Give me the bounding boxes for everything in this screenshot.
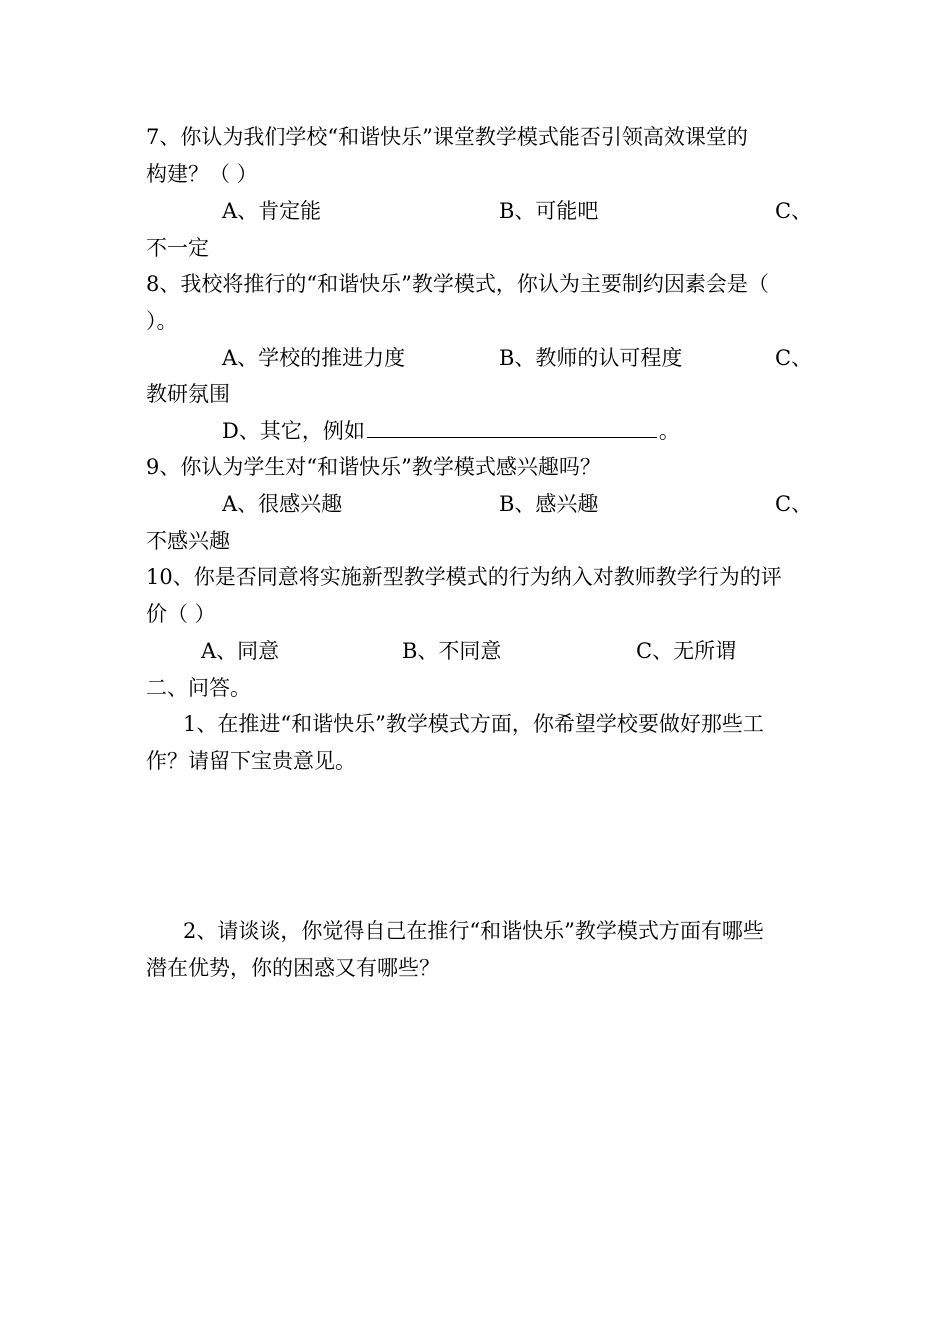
q8-option-c-continued: 教研氛围 (146, 382, 230, 406)
q7-text-line2: 构建？（ ） (146, 162, 258, 186)
q9-option-c: C、 (775, 492, 813, 516)
q7-option-c: C、 (775, 199, 813, 223)
q8-fill-in-blank[interactable] (367, 417, 657, 438)
q7-option-b: B、可能吧 (499, 199, 599, 223)
q9-text-line1: 9、你认为学生对“和谐快乐”教学模式感兴趣吗？ (146, 455, 601, 479)
q8-option-d (222, 417, 680, 445)
q8-text-line2: ）。 (146, 309, 178, 333)
q7-option-c-continued: 不一定 (146, 236, 209, 260)
section2-heading: 二、问答。 (146, 676, 251, 700)
q10-option-b: B、不同意 (402, 639, 502, 663)
q7-option-a: A、肯定能 (222, 199, 322, 223)
q10-text-line2: 价（ ） (146, 602, 216, 626)
q10-option-c: C、无所谓 (636, 639, 737, 663)
q8-option-d-suffix: 。 (658, 419, 680, 443)
qa2-text-line2: 潜在优势，你的困惑又有哪些？ (146, 956, 440, 980)
q9-option-a: A、很感兴趣 (222, 492, 343, 516)
q8-text-line1: 8、我校将推行的“和谐快乐”教学模式，你认为主要制约因素会是（ (146, 272, 769, 296)
q8-option-d-prefix: D、其它，例如 (222, 419, 365, 443)
q7-text-line1: 7、你认为我们学校“和谐快乐”课堂教学模式能否引领高效课堂的 (146, 125, 748, 149)
qa2-text-line1: 2、请谈谈，你觉得自己在推行“和谐快乐”教学模式方面有哪些 (183, 919, 764, 943)
qa1-text-line2: 作？请留下宝贵意见。 (146, 749, 356, 773)
q9-option-c-continued: 不感兴趣 (146, 529, 230, 553)
q10-option-a: A、同意 (201, 639, 280, 663)
q8-option-b: B、教师的认可程度 (499, 346, 683, 370)
qa1-text-line1: 1、在推进“和谐快乐”教学模式方面，你希望学校要做好那些工 (183, 712, 764, 736)
q9-option-b: B、感兴趣 (499, 492, 599, 516)
q10-text-line1: 10、你是否同意将实施新型教学模式的行为纳入对教师教学行为的评 (146, 565, 782, 589)
q8-option-c: C、 (775, 346, 813, 370)
q8-option-a: A、学校的推进力度 (222, 346, 406, 370)
